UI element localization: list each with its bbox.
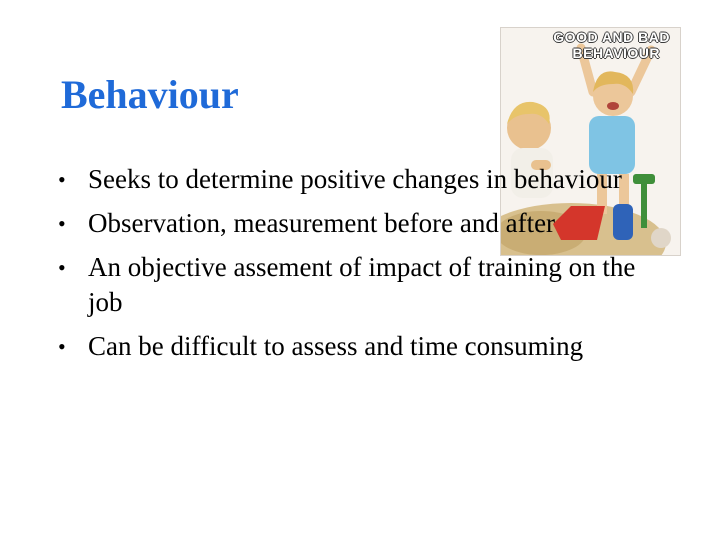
bullet-text: Seeks to determine positive changes in behaviour bbox=[88, 164, 622, 194]
bullet-text: Can be difficult to assess and time consuming bbox=[88, 331, 584, 361]
bullet-text: Observation, measurement before and after bbox=[88, 208, 556, 238]
bullet-list bbox=[58, 162, 678, 373]
bullet-item bbox=[58, 250, 678, 320]
slide-title: Behaviour bbox=[61, 72, 239, 117]
bullet-icon: • bbox=[58, 211, 66, 236]
image-caption-line-1: GOOD AND BAD bbox=[553, 29, 670, 45]
bullet-icon: • bbox=[58, 167, 66, 192]
image-caption-line-2: BEHAVIOUR bbox=[572, 45, 660, 61]
bullet-icon: • bbox=[58, 255, 66, 280]
bullet-item bbox=[58, 206, 678, 241]
bullet-text: An objective assement of impact of training on the job bbox=[88, 252, 636, 317]
bullet-item bbox=[58, 162, 678, 197]
bullet-item bbox=[58, 329, 678, 364]
bullet-icon: • bbox=[58, 334, 66, 359]
